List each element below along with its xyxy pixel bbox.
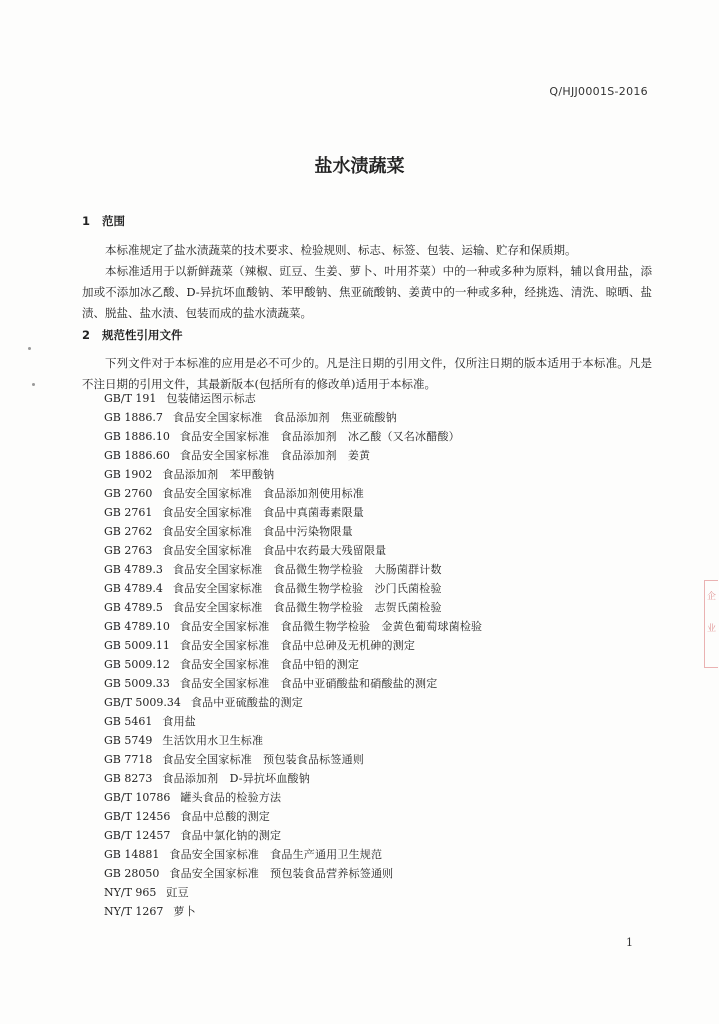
section-number: 1 — [82, 214, 91, 228]
reference-code: GB 5009.12 — [104, 658, 170, 671]
reference-code: GB 5009.11 — [104, 639, 170, 652]
section-title: 规范性引用文件 — [102, 328, 183, 342]
reference-title: 食品安全国家标准 食品微生物学检验 金黄色葡萄球菌检验 — [179, 620, 483, 633]
reference-code: GB/T 5009.34 — [104, 696, 181, 709]
scan-mark — [28, 347, 31, 350]
reference-title: 食品安全国家标准 食品添加剂 焦亚硫酸钠 — [172, 411, 397, 424]
reference-item — [104, 446, 482, 465]
reference-title: 食品安全国家标准 预包装食品营养标签通则 — [169, 867, 394, 880]
reference-title: 食品中总酸的测定 — [180, 810, 271, 823]
reference-code: GB/T 191 — [104, 392, 157, 405]
reference-title: 食品中亚硫酸盐的测定 — [190, 696, 303, 709]
reference-code: GB/T 12456 — [104, 810, 171, 823]
reference-title: 食品安全国家标准 食品添加剂 冰乙酸（又名冰醋酸） — [179, 430, 460, 443]
reference-code: GB 7718 — [104, 753, 153, 766]
reference-code: GB 2761 — [104, 506, 153, 519]
reference-title: 食品安全国家标准 食品中污染物限量 — [162, 525, 353, 538]
reference-item — [104, 807, 482, 826]
document-title: 盐水渍蔬菜 — [314, 156, 405, 177]
reference-code: GB 14881 — [104, 848, 160, 861]
reference-title: 食品安全国家标准 预包装食品标签通则 — [162, 753, 364, 766]
reference-code: GB 2763 — [104, 544, 153, 557]
reference-code: GB 28050 — [104, 867, 160, 880]
reference-title: 食品安全国家标准 食品中真菌毒素限量 — [162, 506, 364, 519]
reference-title: 生活饮用水卫生标准 — [162, 734, 264, 747]
scope-paragraph-2: 本标准适用于以新鲜蔬菜（辣椒、豇豆、生姜、萝卜、叶用芥菜）中的一种或多种为原料，辅以食用盐，添加或不添加冰乙酸、D-异抗坏血酸钠、苯甲酸钠、焦亚硫酸钠、姜黄中的一种或多种，经挑选、清洗、晾晒、盐渍、脱盐、盐水渍、包装而成的盐水渍蔬菜。 — [82, 264, 652, 320]
reference-code: GB 1902 — [104, 468, 153, 481]
reference-title: 食品安全国家标准 食品中总砷及无机砷的测定 — [179, 639, 416, 652]
reference-item — [104, 769, 482, 788]
reference-item — [104, 522, 482, 541]
reference-code: GB 4789.5 — [104, 601, 163, 614]
reference-code: GB 2762 — [104, 525, 153, 538]
reference-title: 食品安全国家标准 食品添加剂使用标准 — [162, 487, 364, 500]
reference-item — [104, 389, 482, 408]
reference-title: 包装储运图示标志 — [166, 392, 257, 405]
reference-item — [104, 541, 482, 560]
reference-item — [104, 883, 482, 902]
reference-code: GB 4789.3 — [104, 563, 163, 576]
stamp-char: 企 — [707, 592, 717, 602]
section-number: 2 — [82, 328, 91, 342]
reference-title: 食品安全国家标准 食品微生物学检验 沙门氏菌检验 — [172, 582, 442, 595]
reference-title: 食用盐 — [162, 715, 196, 728]
reference-code: NY/T 965 — [104, 886, 157, 899]
reference-item — [104, 902, 482, 921]
seal-stamp-edge — [704, 580, 718, 668]
reference-code: GB 1886.10 — [104, 430, 170, 443]
reference-item — [104, 598, 482, 617]
reference-item — [104, 408, 482, 427]
reference-item — [104, 560, 482, 579]
reference-item — [104, 845, 482, 864]
reference-title: 食品安全国家标准 食品添加剂 姜黄 — [179, 449, 371, 462]
reference-code: GB 8273 — [104, 772, 153, 785]
reference-list — [104, 389, 482, 921]
section-heading-scope — [82, 213, 125, 229]
reference-item — [104, 674, 482, 693]
reference-title: 食品中氯化钠的测定 — [180, 829, 282, 842]
reference-code: GB 4789.4 — [104, 582, 163, 595]
reference-code: GB 1886.7 — [104, 411, 163, 424]
reference-item — [104, 712, 482, 731]
reference-item — [104, 617, 482, 636]
reference-title: 食品安全国家标准 食品微生物学检验 大肠菌群计数 — [172, 563, 442, 576]
reference-item — [104, 636, 482, 655]
reference-item — [104, 864, 482, 883]
reference-item — [104, 750, 482, 769]
reference-item — [104, 427, 482, 446]
reference-title: 食品安全国家标准 食品生产通用卫生规范 — [169, 848, 383, 861]
reference-item — [104, 465, 482, 484]
page-number: 1 — [626, 936, 633, 949]
section-title: 范围 — [102, 214, 125, 228]
reference-code: GB 4789.10 — [104, 620, 170, 633]
reference-title: 食品安全国家标准 食品中铅的测定 — [179, 658, 360, 671]
reference-code: GB/T 10786 — [104, 791, 171, 804]
reference-title: 食品添加剂 苯甲酸钠 — [162, 468, 275, 481]
reference-title: 豇豆 — [166, 886, 189, 899]
stamp-char: 业 — [707, 624, 717, 634]
reference-item — [104, 655, 482, 674]
reference-code: GB 5009.33 — [104, 677, 170, 690]
reference-code: GB/T 12457 — [104, 829, 171, 842]
reference-title: 食品添加剂 D-异抗坏血酸钠 — [162, 772, 310, 785]
references-intro-paragraph: 下列文件对于本标准的应用是必不可少的。凡是注日期的引用文件，仅所注日期的版本适用于本标准。凡是不注日期的引用文件，其最新版本(包括所有的修改单)适用于本标准。 — [82, 356, 652, 391]
scan-mark — [32, 383, 35, 386]
reference-title: 食品安全国家标准 食品中农药最大残留限量 — [162, 544, 387, 557]
reference-code: GB 5461 — [104, 715, 153, 728]
reference-item — [104, 731, 482, 750]
reference-item — [104, 693, 482, 712]
reference-title: 萝卜 — [173, 905, 196, 918]
reference-code: GB 5749 — [104, 734, 153, 747]
scope-paragraph-1: 本标准规定了盐水渍蔬菜的技术要求、检验规则、标志、标签、包装、运输、贮存和保质期。 — [105, 243, 577, 257]
reference-item — [104, 484, 482, 503]
reference-title: 食品安全国家标准 食品中亚硝酸盐和硝酸盐的测定 — [179, 677, 438, 690]
reference-item — [104, 826, 482, 845]
reference-code: GB 2760 — [104, 487, 153, 500]
reference-item — [104, 788, 482, 807]
document-code: Q/HJJ0001S-2016 — [549, 85, 648, 98]
section-heading-normative-references — [82, 327, 183, 343]
reference-title: 食品安全国家标准 食品微生物学检验 志贺氏菌检验 — [172, 601, 442, 614]
reference-item — [104, 503, 482, 522]
reference-title: 罐头食品的检验方法 — [180, 791, 282, 804]
reference-code: GB 1886.60 — [104, 449, 170, 462]
reference-code: NY/T 1267 — [104, 905, 164, 918]
reference-item — [104, 579, 482, 598]
